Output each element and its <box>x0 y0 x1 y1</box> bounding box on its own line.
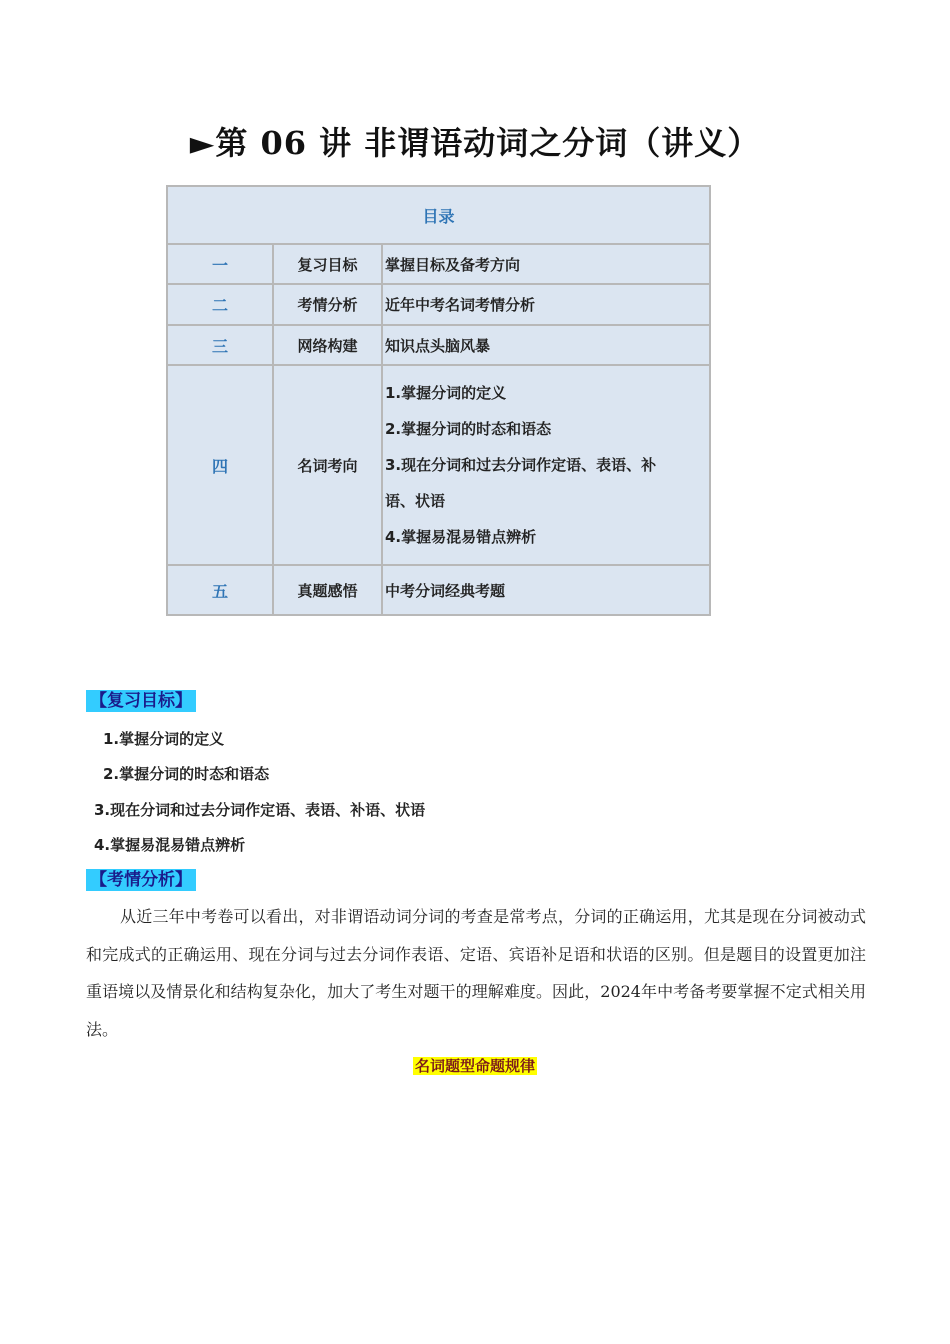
exam-analysis-tag: 【考情分析】 <box>86 869 196 891</box>
toc-num: 五 <box>167 565 273 615</box>
review-goal-item: 1.掌握分词的定义 <box>103 730 225 748</box>
toc-desc-item: 2.掌握分词的时态和语态 <box>385 420 552 438</box>
toc-topic: 网络构建 <box>273 325 382 365</box>
rule-heading-wrap <box>0 1055 950 1076</box>
page-title: ►第 06 讲 非谓语动词之分词（讲义） <box>189 124 761 162</box>
toc-header-row <box>167 186 710 244</box>
toc-header: 目录 <box>167 186 710 244</box>
review-goal-item: 3.现在分词和过去分词作定语、表语、补语、状语 <box>94 801 426 819</box>
toc-desc: 知识点头脑风暴 <box>382 325 710 365</box>
toc-num: 三 <box>167 325 273 365</box>
toc-desc: 近年中考名词考情分析 <box>382 284 710 325</box>
toc-topic: 考情分析 <box>273 284 382 325</box>
review-goals-tag: 【复习目标】 <box>86 690 196 712</box>
toc-row <box>167 244 710 284</box>
toc-num: 二 <box>167 284 273 325</box>
exam-analysis-paragraph: 从近三年中考卷可以看出，对非谓语动词分词的考查是常考点，分词的正确运用，尤其是现在分词被动式和完成式的正确运用、现在分词与过去分词作表语、定语、宾语补足语和状语的区别。但是题目的设置更加注重语境以及情景化和结构复杂化，加大了考生对题干的理解难度。因此，2024年中考备考要掌握不定式相关用法。 <box>86 907 866 1039</box>
toc-desc-list <box>382 365 710 565</box>
review-goal-item: 4.掌握易混易错点辨析 <box>94 836 246 854</box>
toc-topic: 名词考向 <box>273 365 382 565</box>
toc-desc-item: 1.掌握分词的定义 <box>385 384 507 402</box>
toc-row <box>167 325 710 365</box>
toc-topic: 复习目标 <box>273 244 382 284</box>
toc-desc-item: 语、状语 <box>385 492 446 510</box>
toc-row <box>167 365 710 565</box>
toc-row <box>167 284 710 325</box>
rule-heading: 名词题型命题规律 <box>414 1057 535 1075</box>
toc-num: 四 <box>167 365 273 565</box>
toc-desc: 中考分词经典考题 <box>382 565 710 615</box>
toc-desc: 掌握目标及备考方向 <box>382 244 710 284</box>
toc-num: 一 <box>167 244 273 284</box>
toc-table <box>166 185 711 616</box>
review-goal-item: 2.掌握分词的时态和语态 <box>103 765 270 783</box>
toc-desc-item: 3.现在分词和过去分词作定语、表语、补 <box>385 456 657 474</box>
toc-row <box>167 565 710 615</box>
toc-topic: 真题感悟 <box>273 565 382 615</box>
toc-desc-item: 4.掌握易混易错点辨析 <box>385 528 537 546</box>
